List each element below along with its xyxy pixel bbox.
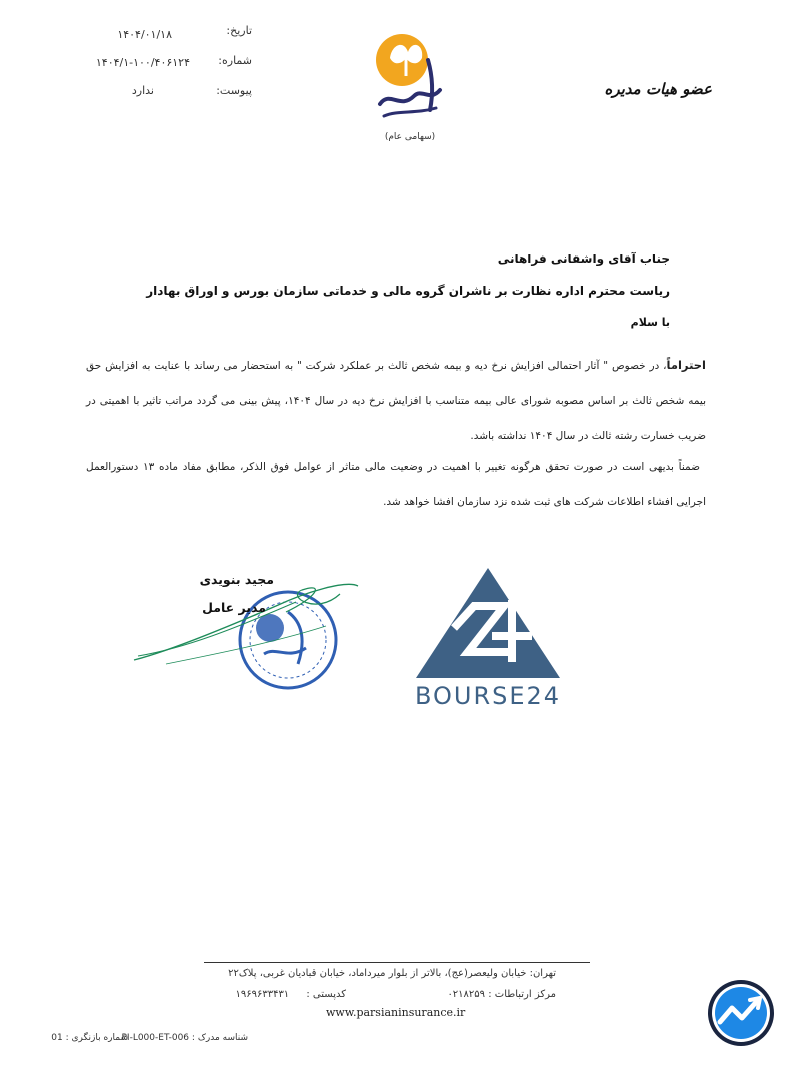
- parsian-logo: [370, 30, 450, 142]
- footer-postal: [235, 989, 346, 1000]
- footer-address: تهران: خیابان ولیعصر(عج)، بالاتر از بلوار میرداماد، خیابان قبادیان غربی، پلاک۲۲: [228, 968, 556, 979]
- revision: [51, 1033, 128, 1043]
- number-label: شماره:: [218, 54, 252, 67]
- doc-id: [121, 1033, 248, 1043]
- date-value: ۱۴۰۴/۰۱/۱۸: [117, 28, 172, 41]
- parsian-emblem-icon: [370, 30, 450, 130]
- trend-arrow-badge-icon: [706, 978, 776, 1048]
- postal-value: ۱۹۶۹۶۳۳۴۳۱: [235, 989, 290, 1000]
- bourse24-triangle-icon: [412, 566, 564, 680]
- body-lead: احتراماً: [666, 358, 706, 372]
- body-paragraph-2: ضمناً بدیهی است در صورت تحقق هرگونه تغییر با اهمیت در وضعیت مالی متاثر از عوامل فوق الذکر، مطابق مفاد ماده ۱۳ دستورالعمل اجرایی افشاء اطلاعات شرکت های ثبت شده نزد سازمان افشا خواهد شد.: [86, 461, 706, 508]
- signatory-name: مجید بنویدی: [199, 572, 274, 587]
- company-subtitle: (سهامی عام): [384, 132, 436, 142]
- number-value: ۱۴۰۴/۱-۱۰۰/۴۰۶۱۲۴: [95, 56, 190, 69]
- addressee-position: ریاست محترم اداره نظارت بر ناشران گروه مالی و خدماتی سازمان بورس و اوراق بهادار: [146, 284, 670, 298]
- signature-scribble: [126, 572, 366, 672]
- doc-id-label: شناسه مدرک :: [191, 1033, 248, 1043]
- bourse24-watermark: [412, 566, 564, 716]
- addressee-name: جناب آقای واشقانی فراهانی: [497, 252, 670, 266]
- revision-value: 01: [51, 1033, 63, 1043]
- footer-website[interactable]: www.parsianinsurance.ir: [326, 1006, 466, 1019]
- board-member-title: عضو هیات مدیره: [604, 80, 712, 98]
- greeting: با سلام: [630, 316, 670, 329]
- channel-badge: [706, 978, 776, 1048]
- footer-divider: [204, 962, 590, 963]
- date-label: تاریخ:: [226, 24, 252, 37]
- phone-label: مرکز ارتباطات :: [488, 989, 556, 1000]
- body-paragraph-1: [86, 348, 706, 454]
- postal-label: کدپستی :: [306, 989, 346, 1000]
- header-meta: [80, 24, 260, 104]
- footer-phone: [447, 989, 556, 1000]
- body-paragraph-1-text: ، در خصوص " آثار احتمالی افزایش نرخ دیه و بیمه شخص ثالث بر عملکرد شرکت " به استحضار می رساند با عنایت به افزایش حق بیمه شخص ثالث بر اساس مصوبه شورای عالی بیمه متناسب با افزایش نرخ دیه در سال ۱۴۰۴، پیش بینی می گردد مراتب تاثیر با اهمیتی در ضریب خسارت رشته ثالث در سال ۱۴۰۴ نداشته باشد.: [86, 360, 706, 442]
- phone-value: ۰۲۱۸۲۵۹: [447, 989, 486, 1000]
- handwritten-signature-icon: [126, 572, 366, 672]
- signatory-title: مدیر عامل: [202, 600, 266, 615]
- doc-id-value: PI-L000-ET-006: [121, 1033, 190, 1043]
- revision-label: شماره بازنگری :: [65, 1033, 128, 1043]
- bourse24-wordmark: BOURSE24: [414, 682, 562, 710]
- attachment-label: پیوست:: [216, 84, 252, 97]
- attachment-value: ندارد: [131, 84, 154, 97]
